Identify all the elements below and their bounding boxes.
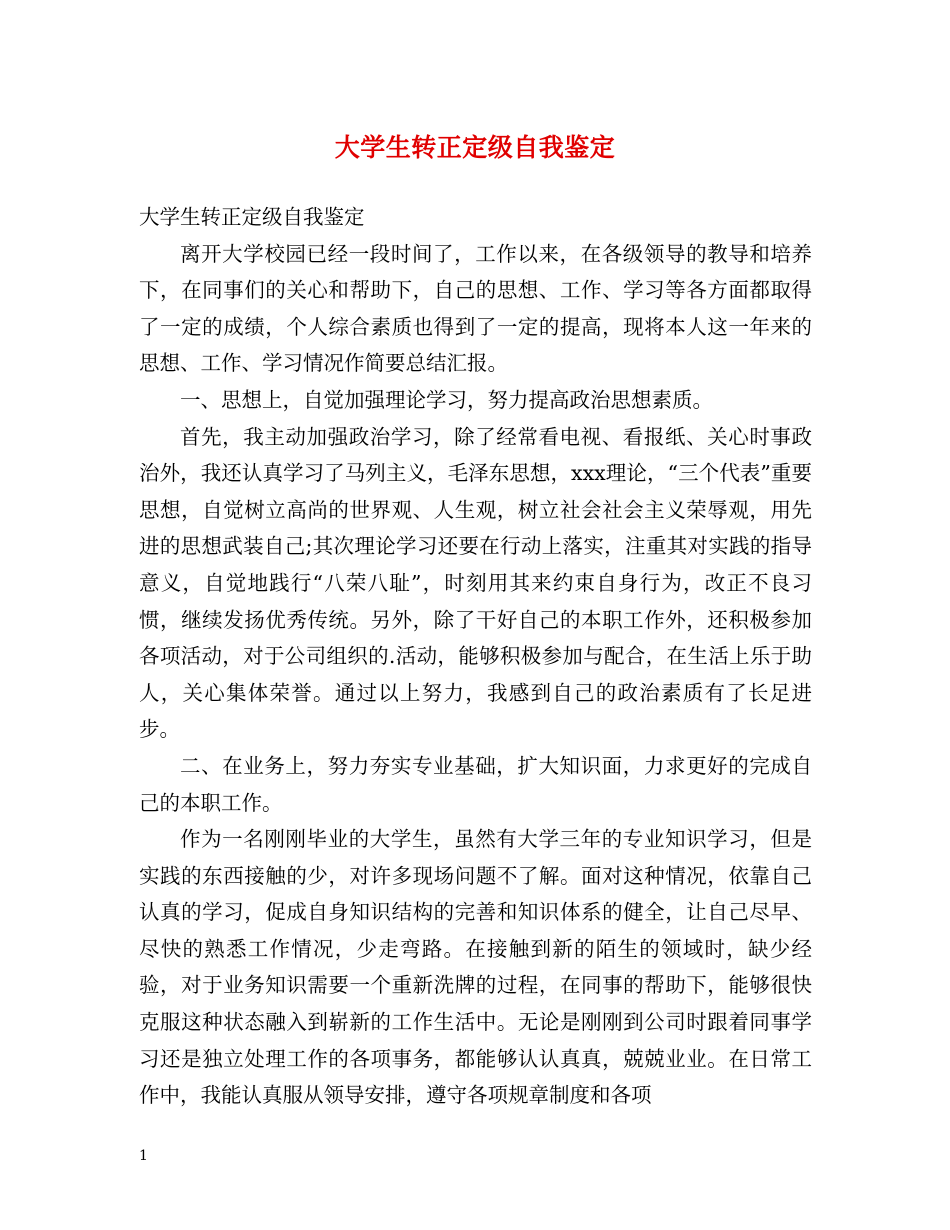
body-paragraph: 离开大学校园已经一段时间了，工作以来，在各级领导的教导和培养下，在同事们的关心和帮助下，自己的思想、工作、学习等各方面都取得了一定的成绩，个人综合素质也得到了一定的提高，现将本人这一年来的思想、工作、学习情况作简要总结汇报。 <box>139 241 812 376</box>
section-heading: 二、在业务上，努力夯实专业基础，扩大知识面，力求更好的完成自己的本职工作。 <box>139 753 812 815</box>
document-body <box>139 199 812 1114</box>
body-subtitle: 大学生转正定级自我鉴定 <box>139 205 365 229</box>
body-paragraph: 首先，我主动加强政治学习，除了经常看电视、看报纸、关心时事政治外，我还认真学习了马列主义，毛泽东思想，xxx理论，“三个代表”重要思想，自觉树立高尚的世界观、人生观，树立社会社会主义荣辱观，用先进的思想武装自己;其次理论学习还要在行动上落实，注重其对实践的指导意义，自觉地践行“八荣八耻”，时刻用其来约束自身行为，改正不良习惯，继续发扬优秀传统。另外，除了干好自己的本职工作外，还积极参加各项活动，对于公司组织的.活动，能够积极参加与配合，在生活上乐于助人，关心集体荣誉。通过以上努力，我感到自己的政治素质有了长足进步。 <box>139 424 812 742</box>
page-number: 1 <box>139 1148 148 1164</box>
section-heading: 一、思想上，自觉加强理论学习，努力提高政治思想素质。 <box>180 387 713 412</box>
body-paragraph: 作为一名刚刚毕业的大学生，虽然有大学三年的专业知识学习，但是实践的东西接触的少，对许多现场问题不了解。面对这种情况，依靠自己认真的学习，促成自身知识结构的完善和知识体系的健全，让自己尽早、尽快的熟悉工作情况，少走弯路。在接触到新的陌生的领域时，缺少经验，对于业务知识需要一个重新洗牌的过程，在同事的帮助下，能够很快克服这种状态融入到崭新的工作生活中。无论是刚刚到公司时跟着同事学习还是独立处理工作的各项事务，都能够认认真真，兢兢业业。在日常工作中，我能认真服从领导安排，遵守各项规章制度和各项 <box>139 827 812 1108</box>
document-title: 大学生转正定级自我鉴定 <box>334 133 616 162</box>
